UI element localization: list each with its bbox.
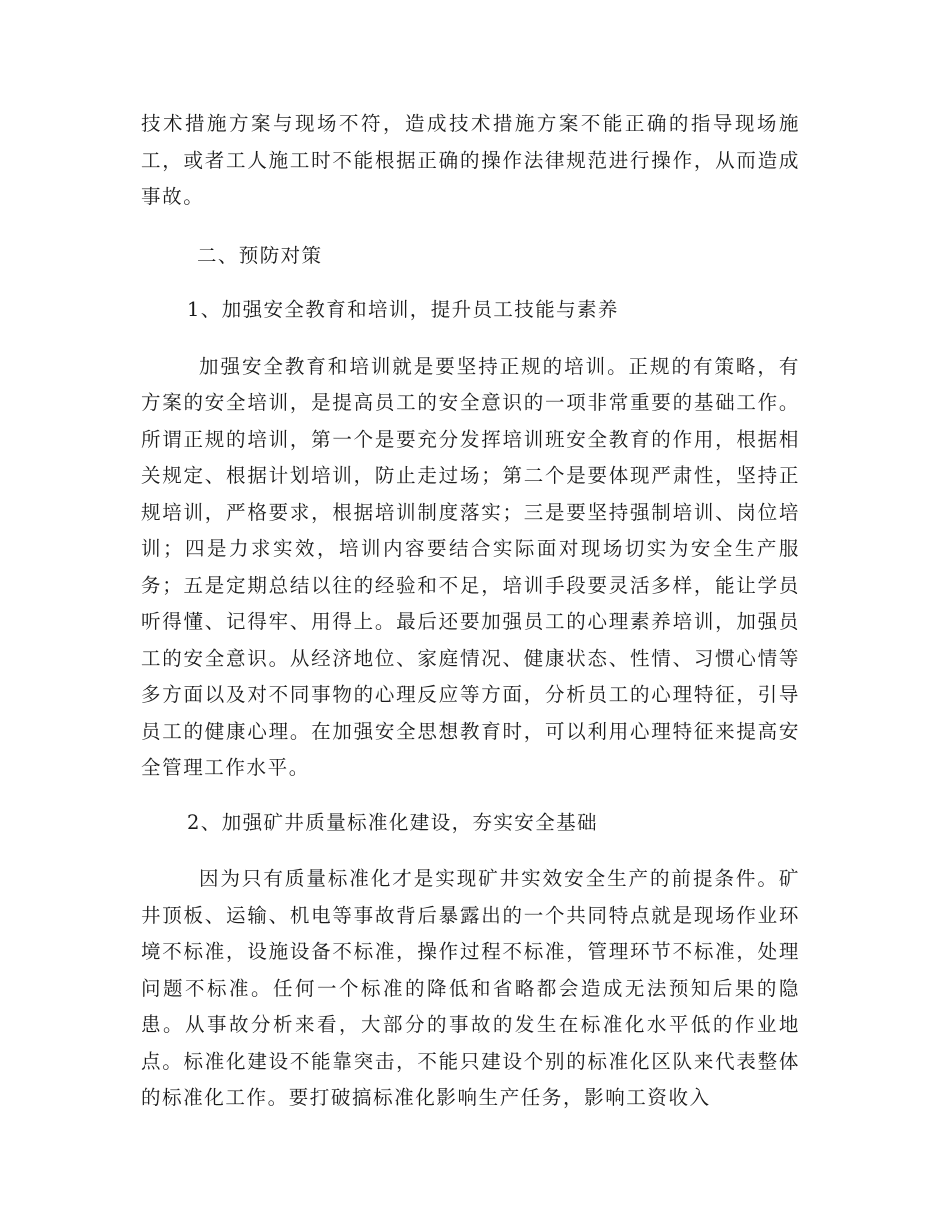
subsection-body-1: 加强安全教育和培训就是要坚持正规的培训。正规的有策略，有方案的安全培训，是提高员工的安全意识的一项非常重要的基础工作。所谓正规的培训，第一个是要充分发挥培训班安全教育的作用，根据相关规定、根据计划培训，防止走过场；第二个是要体现严肃性，坚持正规培训，严格要求，根据培训制度落实；三是要坚持强制培训、岗位培训；四是力求实效，培训内容要结合实际面对现场切实为安全生产服务；五是定期总结以往的经验和不足，培训手段要灵活多样，能让学员听得懂、记得牢、用得上。最后还要加强员工的心理素养培训，加强员工的安全意识。从经济地位、家庭情况、健康状态、性情、习惯心情等多方面以及对不同事物的心理反应等方面，分析员工的心理特征，引导员工的健康心理。在加强安全思想教育时，可以利用心理特征来提高安全管理工作水平。 <box>141 354 800 779</box>
subsection-body-2: 因为只有质量标准化才是实现矿井实效安全生产的前提条件。矿井顶板、运输、机电等事故背后暴露出的一个共同特点就是现场作业环境不标准，设施设备不标准，操作过程不标准，管理环节不标准，处理问题不标准。任何一个标准的降低和省略都会造成无法预知后果的隐患。从事故分析来看，大部分的事故的发生在标准化水平低的作业地点。标准化建设不能靠突击，不能只建设个别的标准化区队来代表整体的标准化工作。要打破搞标准化影响生产任务，影响工资收入 <box>141 867 800 1109</box>
continuation-paragraph: 技术措施方案与现场不符，造成技术措施方案不能正确的指导现场施工，或者工人施工时不能根据正确的操作法律规范进行操作，从而造成事故。 <box>141 112 800 208</box>
section-heading: 二、预防对策 <box>197 243 323 267</box>
subsection-heading-2: 2、加强矿井质量标准化建设，夯实安全基础 <box>187 810 598 834</box>
subsection-heading-1: 1、加强安全教育和培训，提升员工技能与素养 <box>187 298 619 321</box>
